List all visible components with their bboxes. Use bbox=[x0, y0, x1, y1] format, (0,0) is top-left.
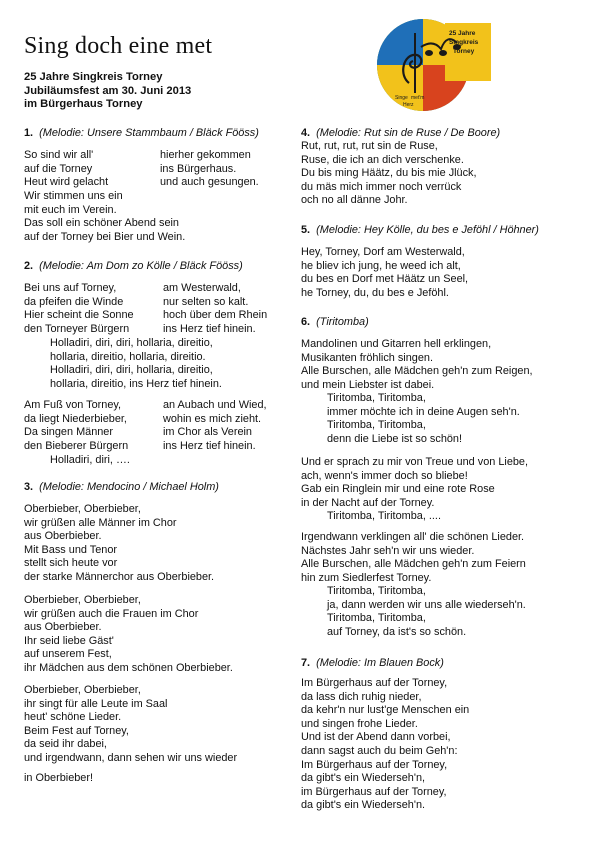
lyric-line: da pfeifen die Winde bbox=[24, 295, 124, 308]
logo-tagline: met'm bbox=[411, 95, 425, 101]
chorus bbox=[24, 454, 130, 468]
verse bbox=[24, 772, 93, 786]
lyric-line: Hey, Torney, Dorf am Westerwald, bbox=[301, 246, 465, 258]
song-melody: (Melodie: Am Dom zo Kölle / Bläck Fööss) bbox=[39, 260, 243, 272]
lyric-line: Mit Bass und Tenor bbox=[24, 543, 118, 556]
lyric-line: ihr Mädchen aus dem schönen Oberbieber. bbox=[24, 661, 233, 674]
subtitle-line: im Bürgerhaus Torney bbox=[24, 98, 143, 111]
song-number: 1. bbox=[24, 127, 34, 139]
lyric-line: So sind wir all' bbox=[24, 149, 94, 161]
lyric-line: Am Fuß von Torney, bbox=[24, 399, 122, 411]
lyric-line: und auch gesungen. bbox=[160, 176, 259, 189]
lyric-line: Nächstes Jahr seh'n wir uns wieder. bbox=[301, 544, 475, 557]
lyric-line: Mandolinen und Gitarren hell erklingen, bbox=[301, 338, 492, 350]
lyric-line: Musikanten fröhlich singen. bbox=[301, 351, 433, 364]
lyric-line: den Bieberer Bürgern bbox=[24, 439, 129, 452]
lyric-line: Tiritomba, Tiritomba, bbox=[327, 585, 426, 597]
lyric-line: he Torney, du, du bes e Jeföhl. bbox=[301, 286, 449, 299]
lyric-line: ins Herz tief hinein. bbox=[163, 322, 256, 335]
lyric-line: Oberbieber, Oberbieber, bbox=[24, 503, 141, 515]
verse bbox=[24, 503, 214, 585]
lyric-line: Bei uns auf Torney, bbox=[24, 282, 117, 294]
lyric-line: mit euch im Verein. bbox=[24, 203, 117, 216]
song-number: 7. bbox=[301, 657, 311, 669]
song-melody: (Melodie: Hey Kölle, du bes e Jeföhl / Höhner) bbox=[316, 224, 539, 236]
song-number: 2. bbox=[24, 260, 34, 272]
lyric-line: aus Oberbieber. bbox=[24, 621, 102, 634]
lyric-line: och no all dänne Johr. bbox=[301, 194, 408, 207]
lyric-line: Und ist der Abend dann vorbei, bbox=[301, 731, 451, 744]
lyric-line: ins Bürgerhaus. bbox=[160, 162, 237, 175]
lyric-line: ihr singt für alle Leute im Saal bbox=[24, 697, 168, 710]
verse bbox=[301, 246, 468, 300]
chorus bbox=[301, 392, 520, 446]
subtitle-line: 25 Jahre Singkreis Torney bbox=[24, 71, 163, 83]
song-heading bbox=[24, 260, 243, 274]
lyric-line: Gab ein Ringlein mir und eine rote Rose bbox=[301, 483, 495, 496]
lyric-line: hin zum Siedlerfest Torney. bbox=[301, 571, 432, 584]
lyric-line: da seid ihr dabei, bbox=[24, 738, 107, 751]
lyric-line: hierher gekommen bbox=[160, 149, 251, 161]
verse-two-column bbox=[24, 149, 259, 190]
song-heading bbox=[24, 127, 259, 141]
lyric-line: ja, dann werden wir uns alle wiederseh'n. bbox=[327, 598, 526, 611]
lyric-line: Tiritomba, Tiritomba, bbox=[327, 419, 426, 432]
verse-two-column bbox=[24, 399, 267, 453]
lyric-line: Im Bürgerhaus auf der Torney, bbox=[301, 677, 448, 689]
song-melody: (Melodie: Mendocino / Michael Holm) bbox=[39, 481, 219, 493]
logo-tagline: Singe bbox=[395, 95, 408, 101]
singkreis-logo bbox=[373, 13, 495, 115]
event-subtitle bbox=[24, 71, 191, 112]
song-melody: (Melodie: Unsere Stammbaum / Bläck Fööss) bbox=[39, 127, 259, 139]
lyric-line: Beim Fest auf Torney, bbox=[24, 724, 129, 737]
lyric-line: Oberbieber, Oberbieber, bbox=[24, 684, 141, 696]
song-heading bbox=[301, 316, 369, 330]
lyric-line: Tiritomba, Tiritomba, .... bbox=[327, 510, 441, 522]
logo-text: 25 Jahre bbox=[449, 30, 476, 37]
lyric-line: Tiritomba, Tiritomba, bbox=[327, 612, 426, 625]
lyric-line: Rut, rut, rut, rut sin de Ruse, bbox=[301, 140, 438, 152]
lyric-line: Holladiri, diri, diri, hollaria, direitio, bbox=[50, 337, 213, 349]
lyric-line: da kehr'n nur lust'ge Menschen ein bbox=[301, 704, 470, 717]
lyric-line: hoch über dem Rhein bbox=[163, 309, 268, 322]
song-heading bbox=[24, 481, 219, 495]
lyric-line: hollaria, direitio, ins Herz tief hinein. bbox=[50, 377, 222, 390]
lyric-line: Das soll ein schöner Abend sein bbox=[24, 217, 179, 230]
lyric-line: Tiritomba, Tiritomba, bbox=[327, 392, 426, 404]
lyric-line: in der Nacht auf der Torney. bbox=[301, 496, 435, 509]
logo-text: Singkreis bbox=[449, 39, 479, 46]
lyric-line: Alle Burschen, alle Mädchen geh'n zum Feiern bbox=[301, 558, 526, 571]
lyric-line: denn die Liebe ist so schön! bbox=[327, 432, 463, 445]
lyric-line: im Bürgerhaus auf der Torney, bbox=[301, 785, 447, 798]
verse bbox=[301, 338, 533, 392]
verse bbox=[24, 190, 185, 244]
lyric-line: wohin es mich zieht. bbox=[163, 412, 262, 425]
page-title: Sing doch eine met bbox=[24, 33, 213, 59]
lyric-line: da lass dich ruhig nieder, bbox=[301, 690, 422, 703]
song-number: 3. bbox=[24, 481, 34, 493]
song-heading bbox=[301, 224, 539, 238]
lyric-line: den Torneyer Bürgern bbox=[24, 322, 130, 335]
lyric-line: wir grüßen alle Männer im Chor bbox=[24, 516, 177, 529]
lyric-line: Alle Burschen, alle Mädchen geh'n zum Reigen, bbox=[301, 365, 533, 378]
verse bbox=[24, 684, 237, 766]
lyric-line: stellt sich heute vor bbox=[24, 557, 118, 570]
lyric-line: du bes en Dorf met Häätz un Seel, bbox=[301, 273, 469, 286]
lyric-line: hollaria, direitio, hollaria, direitio. bbox=[50, 350, 206, 363]
lyric-line: am Westerwald, bbox=[163, 282, 241, 294]
lyric-line: Heut wird gelacht bbox=[24, 176, 109, 189]
lyric-line: Holladiri, diri, diri, hollaria, direitio, bbox=[50, 364, 213, 377]
song-number: 5. bbox=[301, 224, 311, 236]
lyric-line: Du bis ming Häätz, du bis mie Jlück, bbox=[301, 167, 477, 180]
verse bbox=[301, 140, 477, 208]
lyric-line: und mein Liebster ist dabei. bbox=[301, 378, 435, 391]
chorus bbox=[24, 337, 222, 391]
lyric-line: in Oberbieber! bbox=[24, 772, 94, 784]
verse bbox=[24, 594, 233, 676]
lyric-line: und singen frohe Lieder. bbox=[301, 717, 418, 730]
lyric-line: ach, wenn's immer doch so bliebe! bbox=[301, 469, 468, 482]
song-melody: (Melodie: Im Blauen Bock) bbox=[316, 657, 444, 669]
lyric-line: Im Bürgerhaus auf der Torney, bbox=[301, 758, 448, 771]
chorus bbox=[301, 510, 441, 524]
verse-two-column bbox=[24, 282, 267, 336]
lyric-line: auf Torney, da ist's so schön. bbox=[327, 625, 467, 638]
lyric-line: Holladiri, diri, …. bbox=[50, 454, 130, 466]
song-melody: (Tiritomba) bbox=[316, 316, 369, 328]
lyric-line: im Chor als Verein bbox=[163, 426, 252, 439]
lyric-line: auf die Torney bbox=[24, 162, 93, 175]
verse bbox=[301, 677, 469, 813]
lyric-line: an Aubach und Wied, bbox=[163, 399, 267, 411]
lyric-line: immer möchte ich in deine Augen seh'n. bbox=[327, 405, 520, 418]
lyric-line: der starke Männerchor aus Oberbieber. bbox=[24, 570, 215, 583]
lyric-line: nur selten so kalt. bbox=[163, 295, 249, 308]
lyric-line: ins Herz tief hinein. bbox=[163, 439, 256, 452]
lyric-line: wir grüßen auch die Frauen im Chor bbox=[24, 607, 199, 620]
lyric-line: auf unserem Fest, bbox=[24, 648, 112, 661]
song-melody: (Melodie: Rut sin de Ruse / De Boore) bbox=[316, 127, 501, 139]
lyric-line: Und er sprach zu mir von Treue und von Liebe, bbox=[301, 456, 529, 468]
lyric-line: Oberbieber, Oberbieber, bbox=[24, 594, 141, 606]
lyric-line: heut' schöne Lieder. bbox=[24, 711, 122, 724]
lyric-line: du mäs mich immer noch verrück bbox=[301, 180, 462, 193]
lyric-line: dann sagst auch du beim Geh'n: bbox=[301, 744, 458, 757]
song-number: 4. bbox=[301, 127, 311, 139]
chorus bbox=[301, 585, 526, 639]
lyric-line: da gibt's ein Wiederseh'n, bbox=[301, 772, 426, 785]
lyric-line: aus Oberbieber. bbox=[24, 530, 102, 543]
lyric-line: da liegt Niederbieber, bbox=[24, 412, 127, 425]
verse bbox=[301, 531, 526, 585]
lyric-line: Wir stimmen uns ein bbox=[24, 190, 123, 202]
song-number: 6. bbox=[301, 316, 311, 328]
lyric-line: Hier scheint die Sonne bbox=[24, 309, 134, 322]
lyric-line: Ruse, die ich an dich verschenke. bbox=[301, 153, 464, 166]
logo-text: Torney bbox=[453, 48, 475, 55]
lyric-line: Irgendwann verklingen all' die schönen Lieder. bbox=[301, 531, 525, 543]
song-heading bbox=[301, 657, 444, 671]
lyric-line: he bliev ich jung, he weed ich alt, bbox=[301, 259, 461, 272]
logo-tagline: Herz bbox=[403, 102, 414, 108]
lyric-line: auf der Torney bei Bier und Wein. bbox=[24, 230, 186, 243]
verse bbox=[301, 456, 528, 510]
lyric-line: da gibt's ein Wiederseh'n. bbox=[301, 799, 426, 812]
lyric-line: Da singen Männer bbox=[24, 426, 113, 439]
subtitle-line: Jubiläumsfest am 30. Juni 2013 bbox=[24, 84, 192, 97]
lyric-line: und irgendwann, dann sehen wir uns wieder bbox=[24, 751, 238, 764]
lyric-line: Ihr seid liebe Gäst' bbox=[24, 634, 114, 647]
song-heading bbox=[301, 127, 500, 141]
